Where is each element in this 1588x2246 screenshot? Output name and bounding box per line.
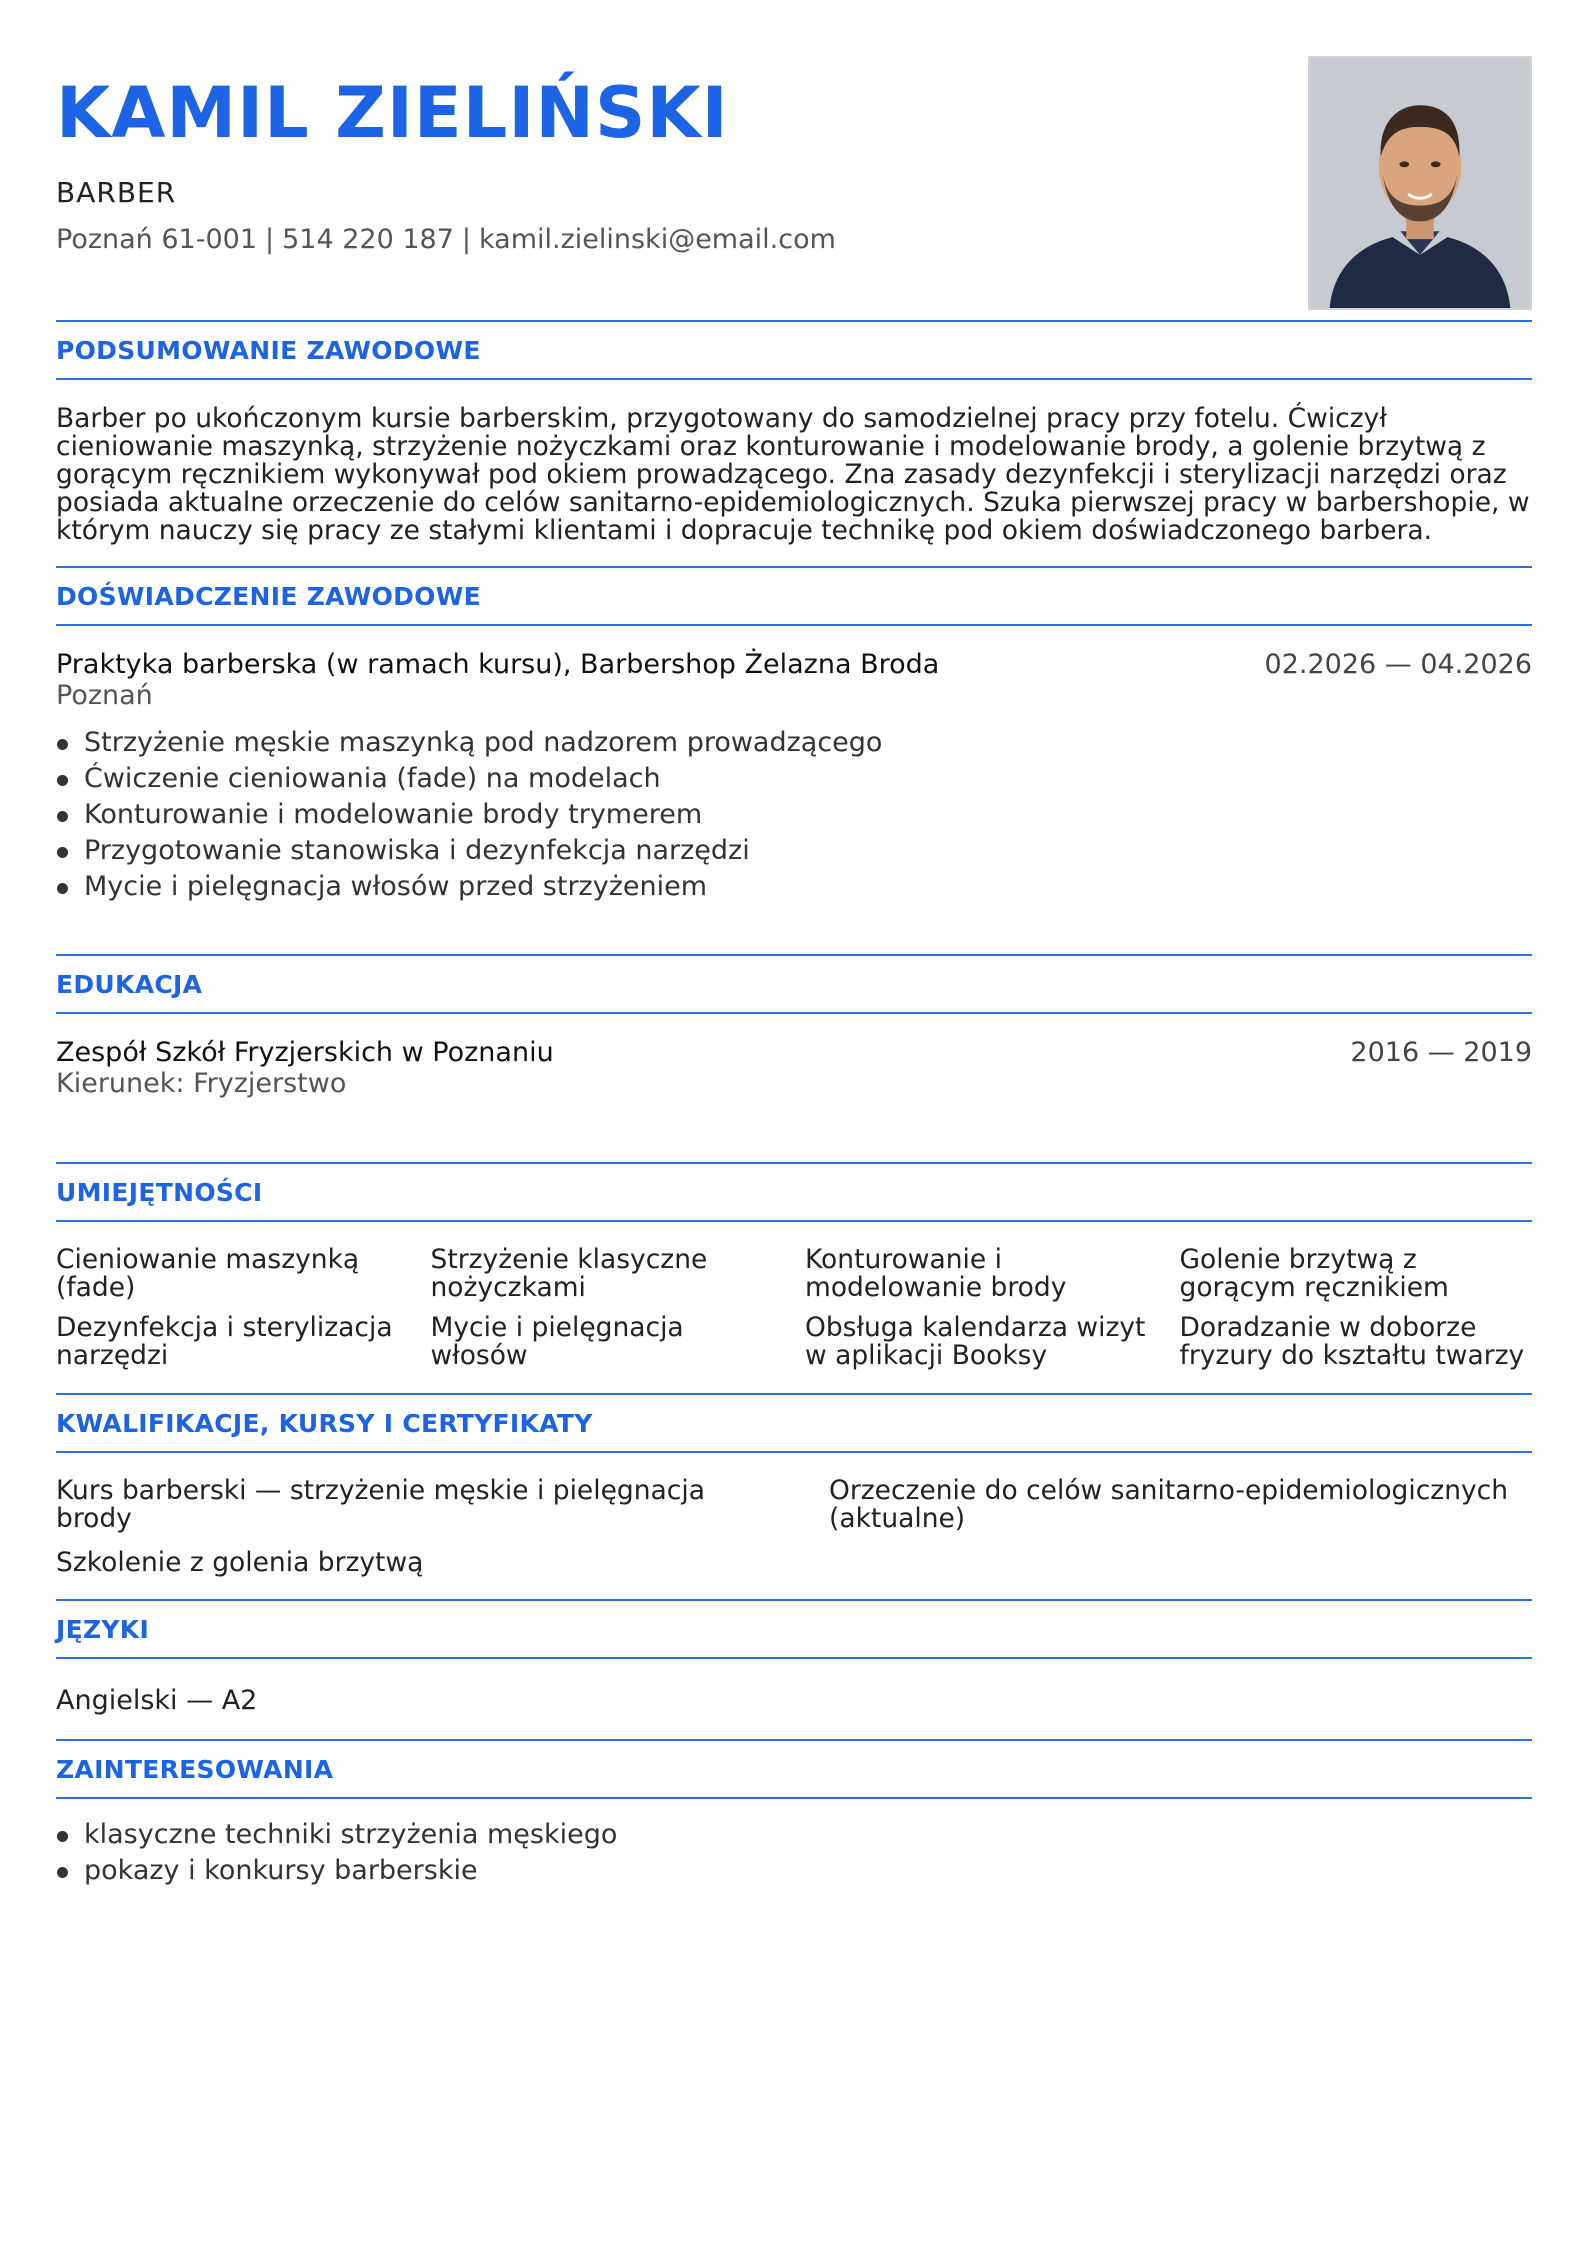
language-item: Angielski — A2	[56, 1685, 258, 1716]
education-header-row	[56, 1037, 1532, 1068]
skill-item: Dezynfekcja i sterylizacja narzędzi	[56, 1312, 393, 1371]
education-entry	[56, 1037, 1532, 1099]
portrait-image	[1310, 58, 1530, 308]
list-item: Strzyżenie męskie maszynką pod nadzorem prowadzącego	[56, 725, 1532, 761]
contact-phone: 514 220 187	[282, 224, 454, 255]
experience-location: Poznań	[56, 680, 153, 711]
experience-bullets	[56, 725, 1532, 905]
languages-section	[56, 1685, 1532, 1717]
experience-entry	[56, 649, 1532, 905]
list-item: klasyczne techniki strzyżenia męskiego	[56, 1817, 1532, 1853]
list-item: Konturowanie i modelowanie brody trymerem	[56, 797, 1532, 833]
list-item: Ćwiczenie cieniowania (fade) na modelach	[56, 761, 1532, 797]
section-heading-certificates: KWALIFIKACJE, KURSY I CERTYFIKATY	[56, 1393, 1532, 1453]
job-title: BARBER	[56, 176, 177, 209]
interests-list	[56, 1817, 1532, 1889]
contact-separator: |	[461, 224, 471, 255]
experience-dates: 02.2026 — 04.2026	[1264, 649, 1532, 680]
education-field: Kierunek: Fryzjerstwo	[56, 1068, 347, 1099]
list-item: pokazy i konkursy barberskie	[56, 1853, 1532, 1889]
list-item: Przygotowanie stanowiska i dezynfekcja narzędzi	[56, 833, 1532, 869]
summary-section	[56, 405, 1532, 545]
certificate-item: Kurs barberski — strzyżenie męskie i pielęgnacja brody	[56, 1475, 705, 1534]
education-dates: 2016 — 2019	[1350, 1037, 1532, 1068]
certificate-item: Szkolenie z golenia brzytwą	[56, 1547, 424, 1578]
section-heading-experience: DOŚWIADCZENIE ZAWODOWE	[56, 566, 1532, 626]
skill-item: Doradzanie w doborze fryzury do kształtu twarzy	[1179, 1312, 1525, 1371]
skills-grid	[56, 1246, 1532, 1370]
section-heading-languages: JĘZYKI	[56, 1599, 1532, 1659]
skill-item: Strzyżenie klasyczne nożyczkami	[430, 1244, 708, 1303]
experience-title: Praktyka barberska (w ramach kursu), Barbershop Żelazna Broda	[56, 649, 940, 680]
summary-text: Barber po ukończonym kursie barberskim, przygotowany do samodzielnej pracy przy fotelu. Ćwiczył cieniowanie maszynką, strzyżenie nożyczkami oraz konturowanie i modelowanie brody, a golenie brzytwą z gorącym ręcznikiem wykonywał pod okiem prowadzącego. Zna zasady dezynfekcji i sterylizacji narzędzi oraz posiada aktualne orzeczenie do celów sanitarno-epidemiologicznych. Szuka pierwszej pracy w barbershopie, w którym nauczy się pracy ze stałymi klientami i dopracuje technikę pod okiem doświadczonego barbera.	[56, 403, 1530, 546]
resume-header	[56, 0, 1532, 320]
skill-item: Konturowanie i modelowanie brody	[805, 1244, 1067, 1303]
skill-item: Golenie brzytwą z gorącym ręcznikiem	[1179, 1244, 1449, 1303]
experience-header-row	[56, 649, 1532, 680]
section-heading-interests: ZAINTERESOWANIA	[56, 1739, 1532, 1799]
section-heading-skills: UMIEJĘTNOŚCI	[56, 1162, 1532, 1222]
contact-line	[56, 224, 836, 255]
certificates-grid	[56, 1477, 1532, 1577]
candidate-name: KAMIL ZIELIŃSKI	[56, 72, 729, 154]
skill-item: Obsługa kalendarza wizyt w aplikacji Booksy	[805, 1312, 1146, 1371]
section-heading-education: EDUKACJA	[56, 954, 1532, 1014]
profile-photo	[1308, 56, 1532, 310]
skill-item: Mycie i pielęgnacja włosów	[430, 1312, 684, 1371]
contact-location: Poznań 61-001	[56, 224, 257, 255]
list-item: Mycie i pielęgnacja włosów przed strzyżeniem	[56, 869, 1532, 905]
contact-email: kamil.zielinski@email.com	[479, 224, 836, 255]
contact-separator: |	[265, 224, 275, 255]
education-school: Zespół Szkół Fryzjerskich w Poznaniu	[56, 1037, 554, 1068]
skill-item: Cieniowanie maszynką (fade)	[56, 1244, 360, 1303]
section-heading-summary: PODSUMOWANIE ZAWODOWE	[56, 320, 1532, 380]
certificate-item: Orzeczenie do celów sanitarno-epidemiologicznych (aktualne)	[829, 1475, 1509, 1534]
